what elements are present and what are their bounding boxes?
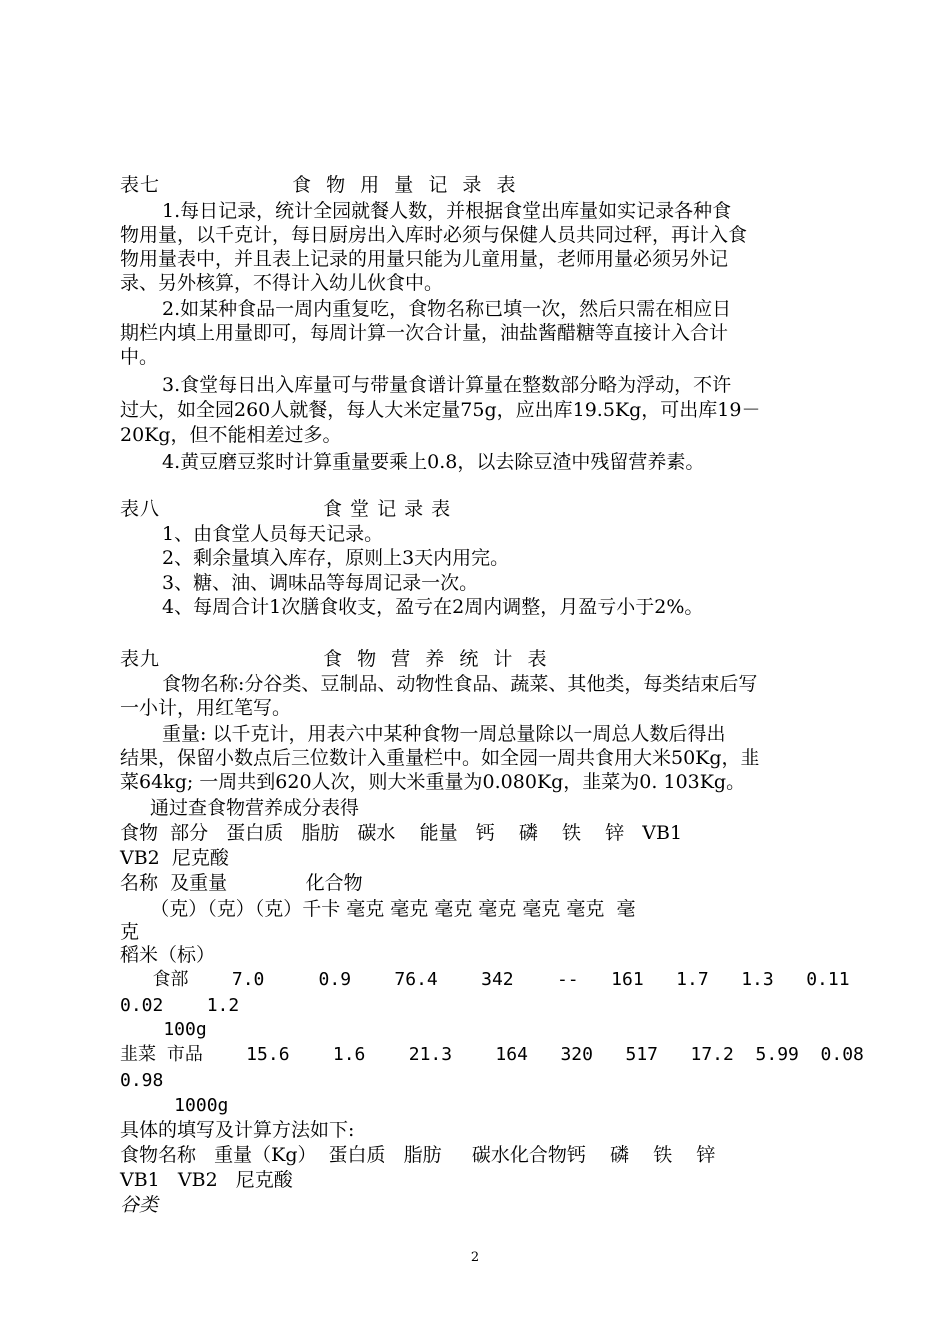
table7-label: 表七 [120, 174, 161, 196]
t9-p3: 通过查食物营养成分表得 [150, 797, 360, 819]
method-header-b: VB1 VB2 尼克酸 [120, 1169, 293, 1191]
rice-name: 稻米（标） [120, 944, 216, 966]
t7-p3-line1: 3.食堂每日出入库量可与带量食谱计算量在整数部分略为浮动，不许 [162, 374, 732, 396]
page-number: 2 [470, 1250, 480, 1265]
t9-p2-line1: 重量: 以千克计，用表六中某种食物一周总量除以一周总人数后得出 [162, 723, 726, 745]
chive-row3: 1000g [120, 1095, 229, 1116]
t9-p1-line1: 食物名称:分谷类、豆制品、动物性食品、蔬菜、其他类，每类结束后写 [162, 673, 758, 695]
chive-row1: 韭菜 市品 15.6 1.6 21.3 164 320 517 17.2 5.99 0.08 [120, 1044, 864, 1065]
table8-heading [120, 497, 451, 521]
table8-title: 食 堂 记 录 表 [323, 498, 452, 520]
t7-p1-line4: 录、另外核算，不得计入幼儿伙食中。 [120, 272, 444, 294]
method-category: 谷类 [120, 1194, 159, 1216]
rice-row2: 0.02 1.2 [120, 995, 240, 1016]
table8-label: 表八 [120, 498, 161, 520]
t7-p3-line2: 过大，如全园260人就餐，每人大米定量75g，应出库19.5Kg，可出库19－ [120, 399, 761, 421]
nutrient-units-row2: 克 [120, 921, 140, 943]
t7-p3-line3: 20Kg，但不能相差过多。 [120, 424, 342, 446]
nutrient-units-row: （克）（克）（克）千卡 毫克 毫克 毫克 毫克 毫克 毫克 毫 [120, 898, 636, 920]
t8-item4: 4、每周合计1次膳食收支，盈亏在2周内调整，月盈亏小于2%。 [162, 596, 704, 618]
t8-item1: 1、由食堂人员每天记录。 [162, 523, 384, 545]
chive-row2: 0.98 [120, 1070, 164, 1091]
method-intro: 具体的填写及计算方法如下: [120, 1119, 355, 1141]
t8-item2: 2、剩余量填入库存，原则上3天内用完。 [162, 547, 510, 569]
t9-p1-line2: 一小计，用红笔写。 [120, 697, 292, 719]
t7-p1-line2: 物用量，以千克计，每日厨房出入库时必须与保健人员共同过秤，再计入食 [120, 224, 748, 246]
t7-p4: 4.黄豆磨豆浆时计算重量要乘上0.8，以去除豆渣中残留营养素。 [162, 451, 705, 473]
t7-p2-line1: 2.如某种食品一周内重复吃，食物名称已填一次，然后只需在相应日 [162, 298, 732, 320]
table7-title: 食 物 用 量 记 录 表 [292, 174, 517, 196]
t7-p1-line3: 物用量表中，并且表上记录的用量只能为儿童用量，老师用量必须另外记 [120, 248, 729, 270]
table7-heading [120, 173, 517, 197]
t7-p2-line2: 期栏内填上用量即可，每周计算一次合计量，油盐酱醋糖等直接计入合计 [120, 322, 729, 344]
t8-item3: 3、糖、油、调味品等每周记录一次。 [162, 572, 479, 594]
nutrient-header-row2: 名称 及重量 化合物 [120, 872, 363, 894]
table9-label: 表九 [120, 648, 161, 670]
method-header: 食物名称 重量（Kg） 蛋白质 脂肪 碳水化合物钙 磷 铁 锌 [120, 1144, 716, 1166]
t7-p2-line3: 中。 [120, 346, 159, 368]
table9-heading [120, 647, 548, 671]
nutrient-header-row1: 食物 部分 蛋白质 脂肪 碳水 能量 钙 磷 铁 锌 VB1 [120, 822, 683, 844]
t9-p2-line2: 结果，保留小数点后三位数计入重量栏中。如全园一周共食用大米50Kg，韭 [120, 747, 760, 769]
table9-title: 食 物 营 养 统 计 表 [323, 648, 548, 670]
t9-p2-line3: 菜64kg; 一周共到620人次，则大米重量为0.080Kg，韭菜为0. 103Kg。 [120, 771, 746, 793]
t7-p1-line1: 1.每日记录，统计全园就餐人数，并根据食堂出库量如实记录各种食 [162, 200, 732, 222]
rice-row3: 100g [120, 1019, 207, 1040]
rice-row1: 食部 7.0 0.9 76.4 342 -- 161 1.7 1.3 0.11 [120, 969, 850, 990]
nutrient-header-row1b: VB2 尼克酸 [120, 847, 229, 869]
